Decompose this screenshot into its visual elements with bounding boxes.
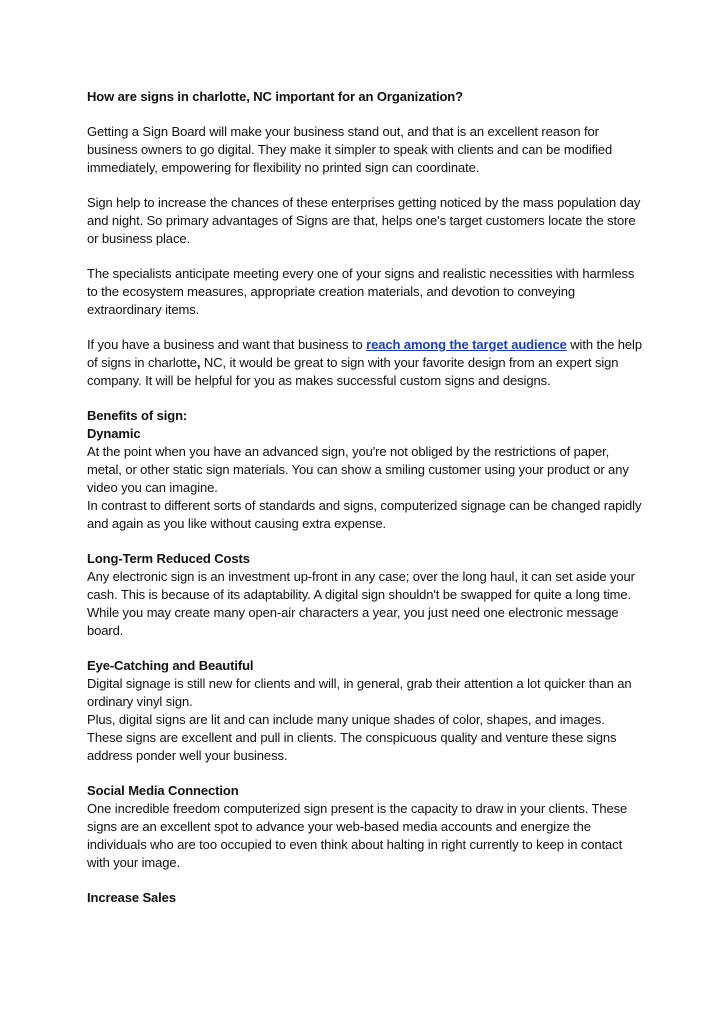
eye-catching-text-2: Plus, digital signs are lit and can include many unique shades of color, shapes, and images. These signs are excellent and pull in clients. The conspicuous quality and venture these signs address ponder well your business. [87,712,617,763]
document-title [87,88,643,106]
target-audience-link[interactable]: reach among the target audience [366,337,567,352]
intro-paragraph-4 [87,336,643,390]
title-text: How are signs in charlotte, NC important for an Organization? [87,89,463,104]
eye-catching-section [87,657,643,765]
social-media-text: One incredible freedom computerized sign present is the capacity to draw in your clients. These signs are an excellent spot to advance your web-based media accounts and energize the individuals who are too occupied to even think about halting in right currently to keep in contact with your image. [87,801,628,870]
costs-heading: Long-Term Reduced Costs [87,551,250,566]
eye-catching-text-1: Digital signage is still new for clients and will, in general, grab their attention a lot quicker than an ordinary vinyl sign. [87,676,632,709]
eye-catching-heading: Eye-Catching and Beautiful [87,658,254,673]
dynamic-text-1: At the point when you have an advanced sign, you're not obliged by the restrictions of paper, metal, or other static sign materials. You can show a smiling customer using your product or any video you can imagine. [87,444,629,495]
increase-sales-heading: Increase Sales [87,890,176,905]
benefits-section [87,407,643,533]
document-page [87,88,643,924]
dynamic-heading: Dynamic [87,426,141,441]
intro-text-2: Sign help to increase the chances of these enterprises getting noticed by the mass population day and night. So primary advantages of Signs are that, helps one's target customers locate the store or business place. [87,195,641,246]
social-media-heading: Social Media Connection [87,783,239,798]
intro-text-3: The specialists anticipate meeting every one of your signs and realistic necessities with harmless to the ecosystem measures, appropriate creation materials, and devotion to conveying extraordinary items. [87,266,635,317]
intro-text-4-before: If you have a business and want that business to [87,337,367,352]
intro-text-4-mid: with the help of signs in charlotte [87,337,642,370]
increase-sales-section [87,889,643,907]
intro-paragraph-3 [87,265,643,319]
dynamic-text-2: In contrast to different sorts of standards and signs, computerized signage can be changed rapidly and again as you like without causing extra expense. [87,498,642,531]
intro-text-4-comma: , [196,355,201,370]
costs-text: Any electronic sign is an investment up-front in any case; over the long haul, it can set aside your cash. This is because of its adaptability. A digital sign shouldn't be swapped for quite a long time. While you may create many open-air characters a year, you just need one electronic message board. [87,569,635,638]
intro-paragraph-2 [87,194,643,248]
costs-section [87,550,643,640]
benefits-heading: Benefits of sign: [87,408,188,423]
social-media-section [87,782,643,872]
intro-paragraph-1 [87,123,643,177]
intro-text-4-after: NC, it would be great to sign with your favorite design from an expert sign company. It will be helpful for you as makes successful custom signs and designs. [87,355,619,388]
intro-text-1: Getting a Sign Board will make your business stand out, and that is an excellent reason for business owners to go digital. They make it simpler to speak with clients and can be modified immediately, empowering for flexibility no printed sign can coordinate. [87,124,613,175]
